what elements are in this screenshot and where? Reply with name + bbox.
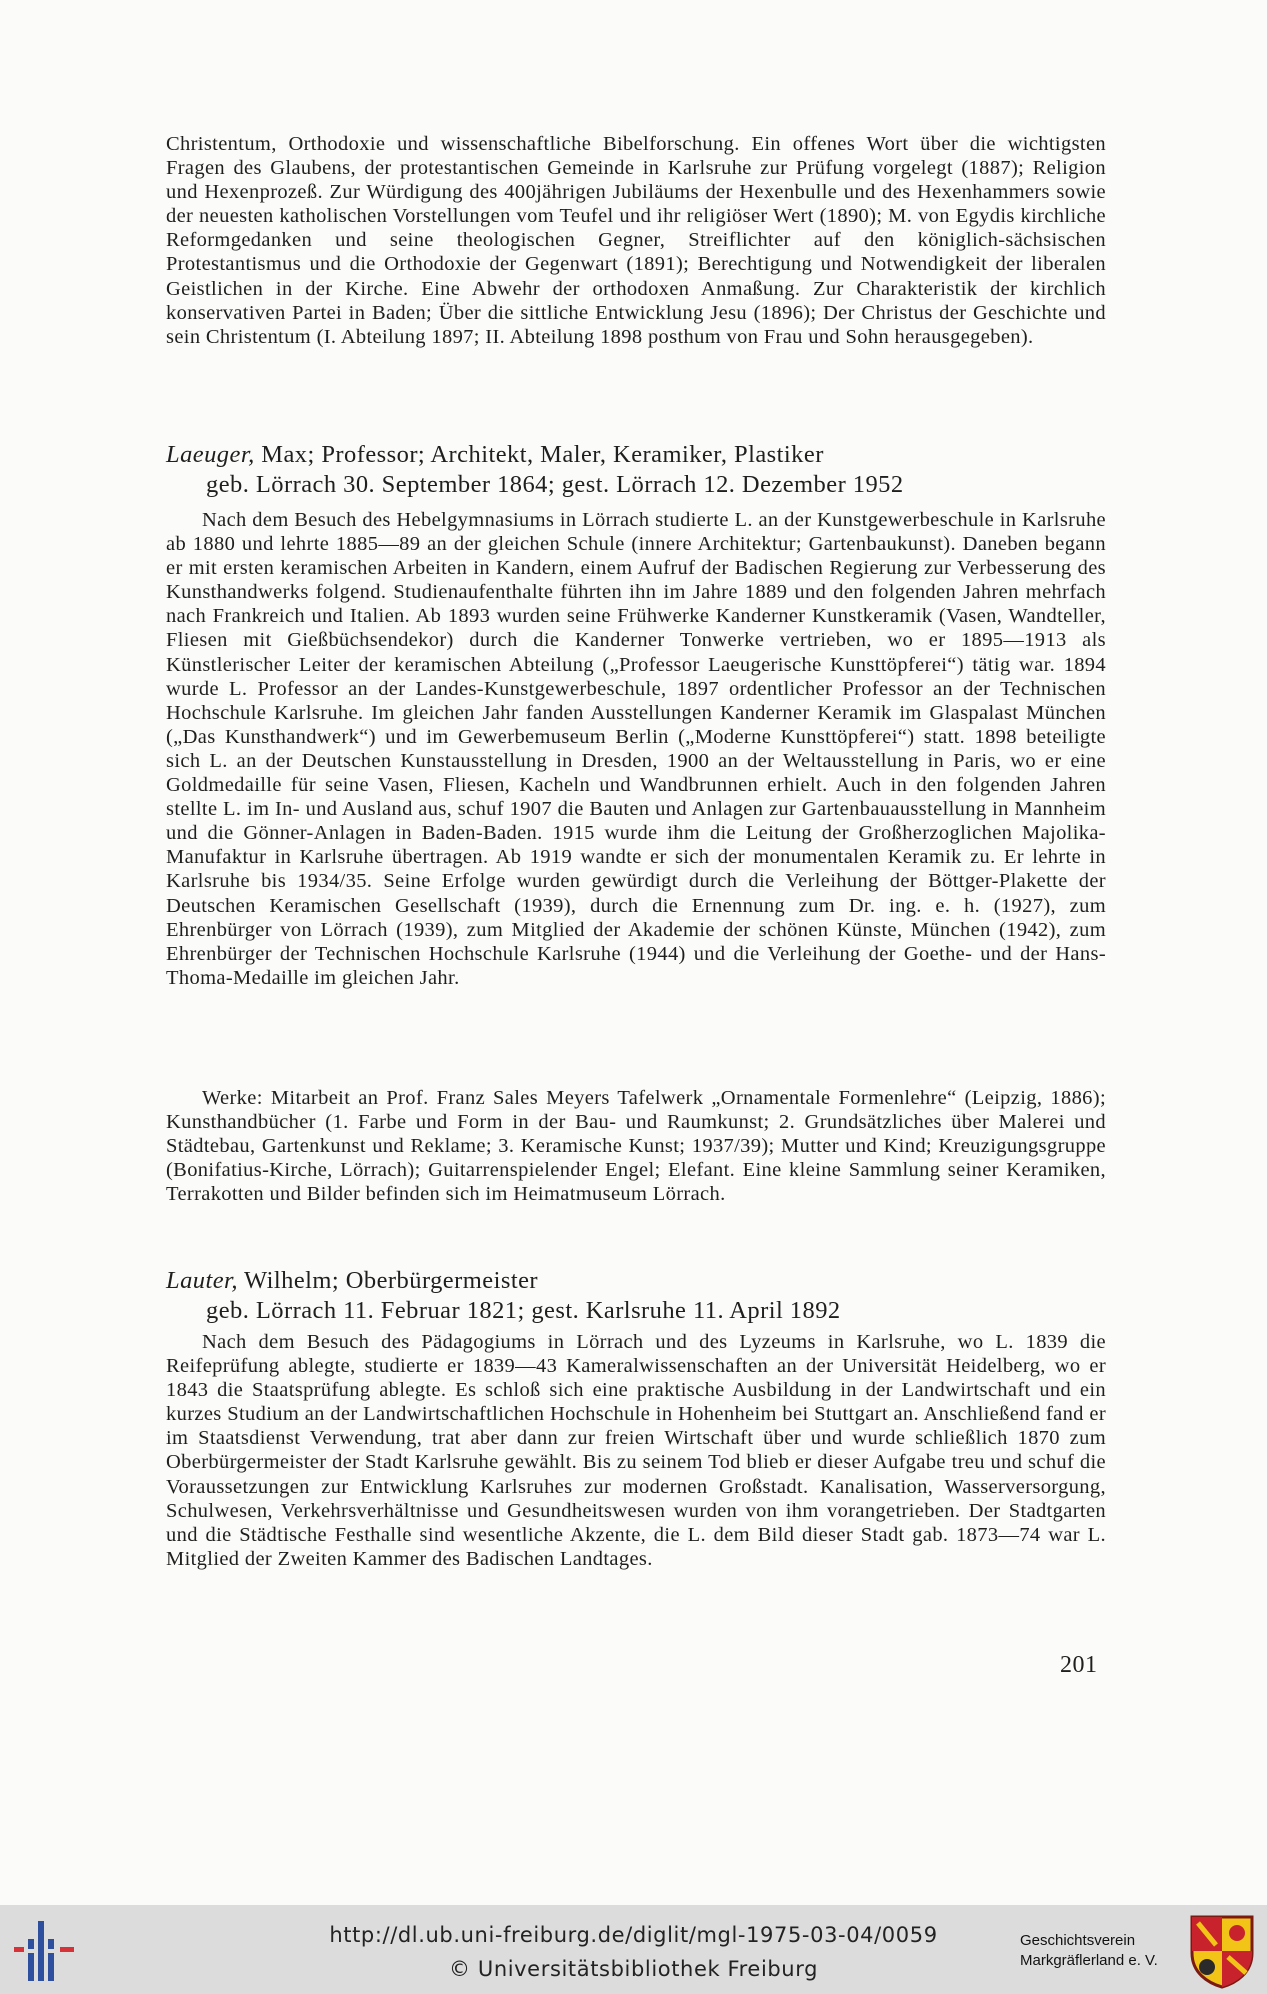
publisher-line-2: Markgräflerland e. V.	[1020, 1952, 1158, 1969]
entry-surname: Laeuger,	[166, 441, 255, 468]
entry-dates: geb. Lörrach 30. September 1864; gest. Lörrach 12. Dezember 1952	[206, 471, 904, 498]
page-number: 201	[1060, 1652, 1098, 1678]
entry-paragraph: Nach dem Besuch des Hebelgymnasiums in Lörrach studierte L. an der Kunstgewerbeschule in Karlsruhe ab 1880 und lehrte 1885—89 an der gleichen Schule (innere Architektur; Gartenbaukunst). Daneben begann er mit ersten keramischen Arbeiten in Kandern, einem Aufruf der Badischen Regierung zur Verbesserung des Kunsthandwerks folgend. Studienaufenthalte führten ihn im Jahre 1889 und den folgenden Jahren mehrfach nach Frankreich und Italien. Ab 1893 wurden seine Frühwerke Kanderner Kunstkeramik (Vasen, Wandteller, Fliesen mit Gießbüchsendekor) durch die Kanderner Tonwerke vertrieben, wo er 1895—1913 als Künstlerischer Leiter der keramischen Abteilung („Professor Laeugerische Kunsttöpferei“) tätig war. 1894 wurde L. Professor an der Landes-Kunstgewerbeschule, 1897 ordentlicher Professor an der Technischen Hochschule Karlsruhe. Im gleichen Jahr fanden Ausstellungen Kanderner Keramik im Glaspalast München („Das Kunsthandwerk“) und im Gewerbemuseum Berlin („Moderne Kunsttöpferei“) statt. 1898 beteiligte sich L. an der Deutschen Kunstausstellung in Dresden, 1900 an der Weltausstellung in Paris, wo er eine Goldmedaille für seine Vasen, Fliesen, Kacheln und Wandbrunnen erhielt. Auch in den folgenden Jahren stellte L. im In- und Ausland aus, schuf 1907 die Bauten und Anlagen zur Gartenbauausstellung in Mannheim und die Gönner-Anlagen in Baden-Baden. 1915 wurde ihm die Leitung der Großherzoglichen Majolika-Manufaktur in Karlsruhe übertragen. Ab 1919 wandte er sich der monumentalen Keramik zu. Er lehrte in Karlsruhe bis 1934/35. Seine Erfolge wurden gewürdigt durch die Verleihung der Böttger-Plakette der Deutschen Keramischen Gesellschaft (1939), durch die Ernennung zum Dr. ing. e. h. (1927), zum Ehrenbürger von Lörrach (1939), zum Mitglied der Akademie der schönen Künste, München (1942), zum Ehrenbürger der Technischen Hochschule Karlsruhe (1944) und die Verleihung der Goethe- und der Hans-Thoma-Medaille im gleichen Jahr.	[166, 509, 1106, 989]
entry-title-line: Max; Professor; Architekt, Maler, Keramiker, Plastiker	[254, 441, 824, 468]
footer-bar	[0, 1905, 1267, 1994]
copyright-notice: © Universitätsbibliothek Freiburg	[448, 1957, 819, 1981]
entry-heading-lauter	[166, 1266, 1106, 1326]
document-url-link[interactable]: http://dl.ub.uni-freiburg.de/diglit/mgl-1975-03-04/0059	[329, 1923, 938, 1947]
entry-paragraph: Nach dem Besuch des Pädagogiums in Lörrach und des Lyzeums in Karlsruhe, wo L. 1839 die Reifeprüfung ablegte, studierte er 1839—43 Kameralwissenschaften an der Universität Heidelberg, wo er 1843 die Staatsprüfung ablegte. Es schloß sich eine praktische Ausbildung in der Landwirtschaft und ein kurzes Studium an der Landwirtschaftlichen Hochschule in Hohenheim bei Stuttgart an. Anschließend fand er im Staatsdienst Verwendung, trat aber dann zur freien Wirtschaft über und wurde schließlich 1870 zum Oberbürgermeister der Stadt Karlsruhe gewählt. Bis zu seinem Tod blieb er dieser Aufgabe treu und schuf die Voraussetzungen zur Entwicklung Karlsruhes zur modernen Großstadt. Kanalisation, Wasserversorgung, Schulwesen, Verkehrsverhältnisse und Gesundheitswesen wurden von ihm vorangetrieben. Der Stadtgarten und die Städtische Festhalle sind wesentliche Akzente, die L. dem Bild dieser Stadt gab. 1873—74 war L. Mitglied der Zweiten Kammer des Badischen Landtages.	[166, 1331, 1106, 1570]
entry-title-line: Wilhelm; Oberbürgermeister	[237, 1267, 539, 1294]
publisher-line-1: Geschichtsverein	[1020, 1932, 1136, 1949]
entry-dates: geb. Lörrach 11. Februar 1821; gest. Karlsruhe 11. April 1892	[206, 1297, 841, 1324]
entry-surname: Lauter,	[166, 1267, 238, 1294]
entry-heading-laeuger	[166, 440, 1106, 500]
publisher-name	[1020, 1931, 1180, 1971]
intro-paragraph: Christentum, Orthodoxie und wissenschaftliche Bibelforschung. Ein offenes Wort über die wichtigsten Fragen des Glaubens, der protestantischen Gemeinde in Karlsruhe zur Prüfung vorgelegt (1887); Religion und Hexenprozeß. Zur Würdigung des 400jährigen Jubiläums der Hexenbulle und des Hexenhammers sowie der neuesten katholischen Vorstellungen vom Teufel und ihr religiöser Wert (1890); M. von Egydis kirchliche Reformgedanken und seine theologischen Gegner, Streiflichter auf den königlich-sächsischen Protestantismus und die Orthodoxie der Gegenwart (1891); Berechtigung und Notwendigkeit der liberalen Geistlichen in der Kirche. Eine Abwehr der orthodoxen Anmaßung. Zur Charakteristik der kirchlich konservativen Partei in Baden; Über die sittliche Entwicklung Jesu (1896); Der Christus der Geschichte und sein Christentum (I. Abteilung 1897; II. Abteilung 1898 posthum von Frau und Sohn herausgegeben).	[166, 133, 1106, 348]
entry-works-paragraph: Werke: Mitarbeit an Prof. Franz Sales Meyers Tafelwerk „Ornamentale Formenlehre“ (Leipzig, 1886); Kunsthandbücher (1. Farbe und Form in der Bau- und Raumkunst; 2. Grundsätzliches über Malerei und Städtebau, Gartenkunst und Reklame; 3. Keramische Kunst; 1937/39); Mutter und Kind; Kreuzigungsgruppe (Bonifatius-Kirche, Lörrach); Guitarrenspielender Engel; Elefant. Eine kleine Sammlung seiner Keramiken, Terrakotten und Bilder befinden sich im Heimatmuseum Lörrach.	[166, 1087, 1106, 1206]
coat-of-arms-icon	[1188, 1913, 1256, 1989]
